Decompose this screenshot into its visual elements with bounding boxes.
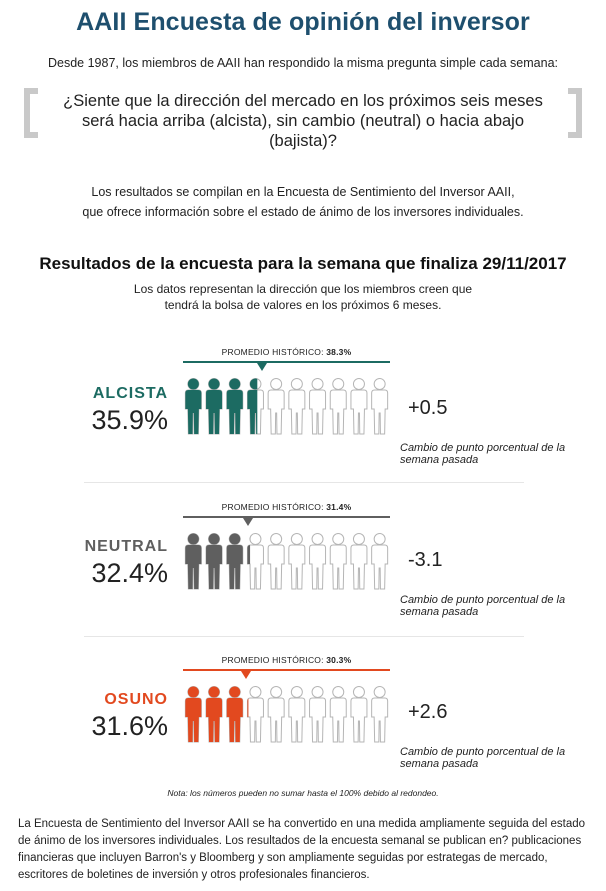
person-outline-icon: [372, 390, 388, 434]
person-outline-icon: [289, 390, 305, 434]
person-outline-icon: [289, 698, 305, 742]
person-filled-icon: [188, 534, 199, 545]
person-outline-icon: [310, 545, 326, 589]
person-outline-icon: [372, 545, 388, 589]
person-filled-icon: [209, 534, 220, 545]
historical-average-line: [183, 669, 390, 671]
weekly-change-value: +0.5: [408, 397, 448, 419]
people-icon-graphic: [183, 685, 390, 743]
avg-label-text: PROMEDIO HISTÓRICO:: [221, 655, 324, 665]
survey-question: ¿Siente que la dirección del mercado en los próximos seis meses será hacia arriba (alcista), sin cambio (neutral) o hacia abajo (bajista)?: [63, 92, 543, 150]
person-outline-icon: [351, 545, 367, 589]
compiled-text: [0, 182, 606, 222]
person-outline-icon: [312, 379, 323, 390]
bullish-section: [0, 347, 606, 497]
person-outline-icon: [353, 687, 364, 698]
person-outline-icon: [312, 687, 323, 698]
intro-text: Desde 1987, los miembros de AAII han respondido la misma pregunta simple cada semana:: [47, 56, 558, 70]
historical-average-line: [183, 361, 390, 363]
person-outline-icon: [250, 687, 261, 698]
avg-value: 38.3%: [326, 347, 352, 357]
person-outline-icon: [291, 534, 302, 545]
weekly-change-note: Cambio de punto porcentual de la semana pasada: [400, 746, 566, 770]
person-outline-icon: [271, 534, 282, 545]
person-outline-icon: [353, 379, 364, 390]
category-percent: 31.6%: [91, 711, 168, 741]
results-subtitle-line-2: tendrá la bolsa de valores en los próximos 6 meses.: [164, 298, 442, 312]
person-outline-icon: [351, 390, 367, 434]
avg-label-text: PROMEDIO HISTÓRICO:: [221, 347, 324, 357]
person-outline-icon: [271, 379, 282, 390]
category-name: OSUNO: [104, 691, 168, 708]
historical-average-label: [183, 347, 390, 357]
left-bracket: [24, 88, 38, 138]
bearish-section: [0, 655, 606, 805]
person-outline-icon: [374, 379, 385, 390]
person-filled-icon: [188, 379, 199, 390]
person-outline-icon: [330, 545, 346, 589]
person-outline-icon: [289, 545, 305, 589]
person-outline-icon: [333, 534, 344, 545]
person-outline-icon: [333, 687, 344, 698]
person-outline-icon: [268, 698, 284, 742]
person-outline-icon: [312, 534, 323, 545]
category-name: NEUTRAL: [84, 538, 168, 555]
survey-question-block: [18, 88, 588, 150]
historical-average-marker: [243, 518, 253, 526]
results-subtitle: [0, 281, 606, 313]
right-bracket: [568, 88, 582, 138]
person-filled-icon: [229, 379, 240, 390]
people-icon-graphic: [183, 377, 390, 435]
person-outline-icon: [247, 698, 263, 742]
category-percent: 32.4%: [91, 558, 168, 588]
person-filled-icon: [188, 687, 199, 698]
category-percent: 35.9%: [91, 405, 168, 435]
person-filled-icon: [209, 379, 220, 390]
person-outline-icon: [330, 698, 346, 742]
person-outline-icon: [291, 687, 302, 698]
person-filled-icon: [229, 534, 240, 545]
results-title: Resultados de la encuesta para la semana que finaliza 29/11/2017: [39, 254, 567, 273]
weekly-change-value: -3.1: [408, 549, 443, 571]
person-outline-icon: [374, 534, 385, 545]
person-outline-icon: [268, 545, 284, 589]
person-outline-icon: [330, 390, 346, 434]
person-outline-icon: [310, 390, 326, 434]
section-divider: [84, 482, 524, 483]
weekly-change-value: +2.6: [408, 701, 448, 723]
person-outline-icon: [268, 390, 284, 434]
rounding-note: Nota: los números pueden no sumar hasta el 100% debido al redondeo.: [167, 788, 439, 798]
person-outline-icon: [271, 687, 282, 698]
weekly-change-note: Cambio de punto porcentual de la semana pasada: [400, 594, 566, 618]
avg-label-text: PROMEDIO HISTÓRICO:: [221, 502, 324, 512]
avg-value: 30.3%: [326, 655, 352, 665]
person-filled-icon: [209, 687, 220, 698]
historical-average-line: [183, 516, 390, 518]
historical-average-marker: [257, 363, 267, 371]
person-outline-icon: [351, 698, 367, 742]
person-outline-icon: [372, 698, 388, 742]
person-outline-icon: [353, 534, 364, 545]
compiled-line-1: Los resultados se compilan en la Encuesta de Sentimiento del Inversor AAII,: [91, 185, 515, 199]
results-subtitle-line-1: Los datos representan la dirección que los miembros creen que: [133, 282, 473, 296]
historical-average-label: [183, 655, 390, 665]
person-filled-icon: [229, 687, 240, 698]
section-divider: [84, 636, 524, 637]
neutral-section: [0, 502, 606, 652]
historical-average-label: [183, 502, 390, 512]
page-title: AAII Encuesta de opinión del inversor: [76, 8, 530, 36]
category-name: ALCISTA: [92, 385, 168, 402]
weekly-change-note: Cambio de punto porcentual de la semana pasada: [400, 442, 566, 466]
person-outline-icon: [291, 379, 302, 390]
compiled-line-2: que ofrece información sobre el estado de ánimo de los inversores individuales.: [82, 205, 524, 219]
person-outline-icon: [310, 698, 326, 742]
footer-text: La Encuesta de Sentimiento del Inversor AAII se ha convertido en una medida ampliamente seguida del estado de ánimo de los inversores individuales. Los resultados de la encuesta semanal se publican en? publicaciones financieras que incluyen Barron's y Bloomberg y son ampliamente seguidas por estrategas de mercado, escritores de boletines de inversión y otros profesionales financieros.: [18, 818, 586, 881]
people-icon-graphic: [183, 532, 390, 590]
person-outline-icon: [250, 534, 261, 545]
person-outline-icon: [333, 379, 344, 390]
person-outline-icon: [374, 687, 385, 698]
avg-value: 31.4%: [326, 502, 352, 512]
historical-average-marker: [241, 671, 251, 679]
